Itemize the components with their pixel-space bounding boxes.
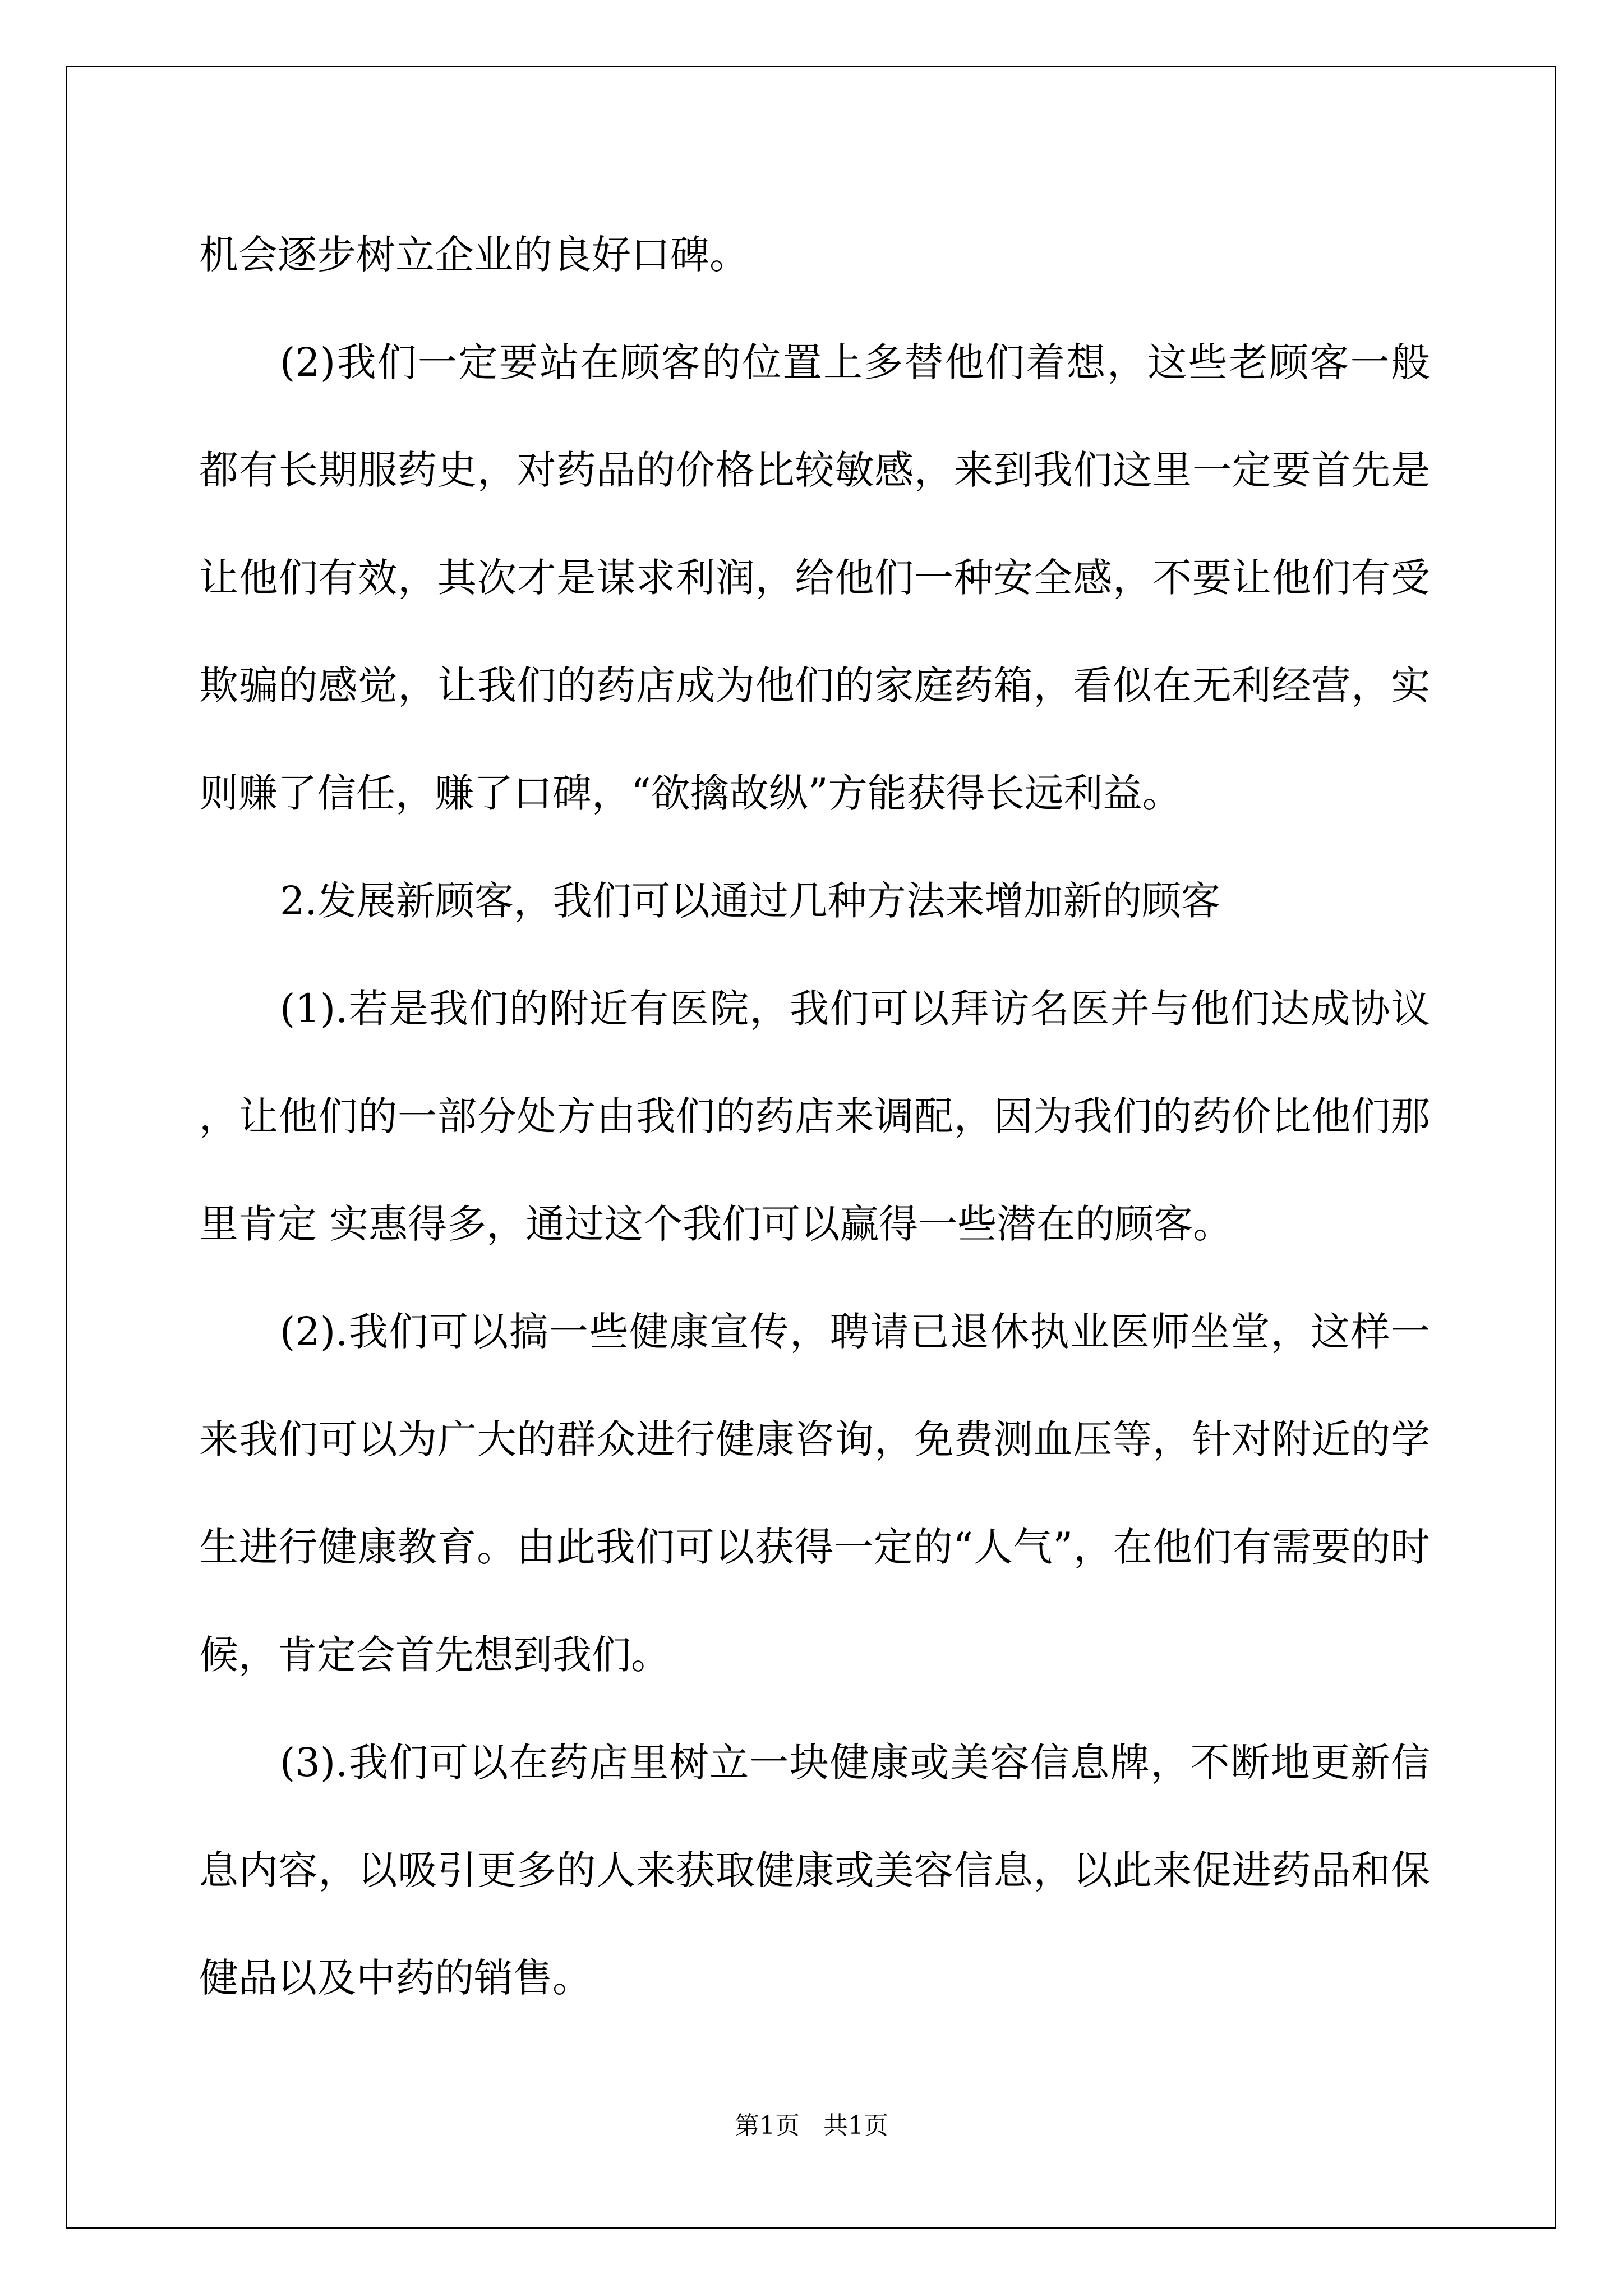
document-body [199,201,1430,2032]
page-number-footer: 第1页 共1页 [735,2111,888,2140]
paragraph-4: (1).若是我们的附近有医院，我们可以拜访名医并与他们达成协议，让他们的一部分处方由我们的药店来调配，因为我们的药价比他们那里肯定 实惠得多，通过这个我们可以赢得一些潜在的顾客。 [199,986,1430,1247]
paragraph-6: (3).我们可以在药店里树立一块健康或美容信息牌，不断地更新信息内容，以吸引更多的人来获取健康或美容信息，以此来促进药品和保健品以及中药的销售。 [199,1740,1430,2001]
paragraph-3: 2.发展新顾客，我们可以通过几种方法来增加新的顾客 [280,878,1220,924]
paragraph-2: (2)我们一定要站在顾客的位置上多替他们着想，这些老顾客一般都有长期服药史，对药品的价格比较敏感，来到我们这里一定要首先是让他们有效，其次才是谋求利润，给他们一种安全感，不要让他们有受欺骗的感觉，让我们的药店成为他们的家庭药箱，看似在无利经营，实则赚了信任，赚了口碑，“欲擒故纵”方能获得长远利益。 [199,339,1430,816]
paragraph-5: (2).我们可以搞一些健康宣传，聘请已退休执业医师坐堂，这样一来我们可以为广大的群众进行健康咨询，免费测血压等，针对附近的学生进行健康教育。由此我们可以获得一定的“人气”，在他们有需要的时候，肯定会首先想到我们。 [199,1309,1430,1678]
paragraph-1: 机会逐步树立企业的良好口碑。 [199,232,749,278]
